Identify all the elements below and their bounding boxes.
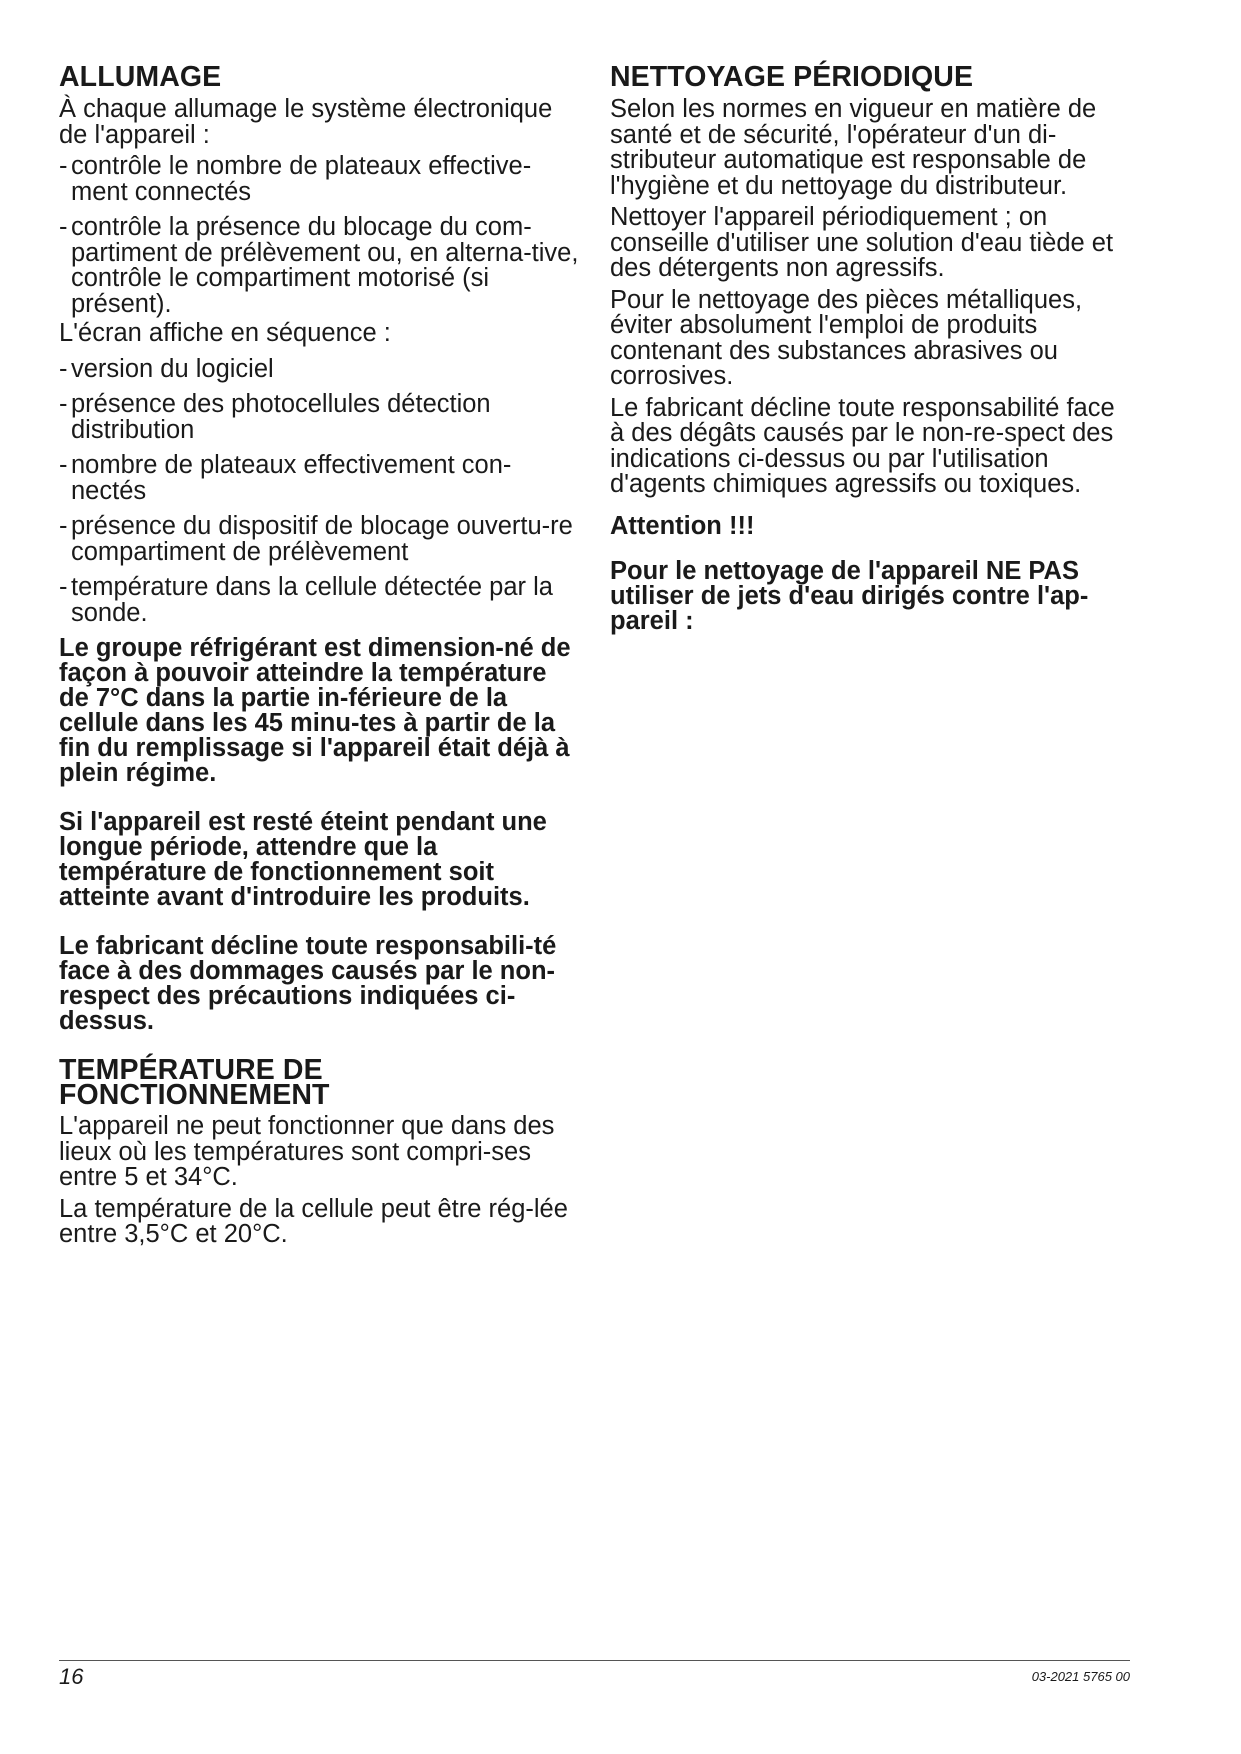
temperature-range-cell: La température de la cellule peut être rég-lée entre 3,5°C et 20°C. xyxy=(59,1194,568,1248)
water-jet-warning: Pour le nettoyage de l'appareil NE PAS utiliser de jets d'eau dirigés contre l'ap-pareil : xyxy=(610,556,1089,635)
left-column xyxy=(59,61,579,1254)
nettoyage-p2: Nettoyer l'appareil périodiquement ; on conseille d'utiliser une solution d'eau tiède et des détergents non agressifs. xyxy=(610,203,1114,282)
warning-liability: Le fabricant décline toute responsabili-té face à des dommages causés par le non-respect des précautions indiquées ci-dessus. xyxy=(59,932,557,1035)
display-intro: L'écran affiche en séquence : xyxy=(59,319,391,347)
nettoyage-p4: Le fabricant décline toute responsabilité face à des dégâts causés par le non-re-spect des indications ci-dessus ou par l'utilisation d'agents chimiques agressifs ou toxiques. xyxy=(610,393,1115,498)
document-code: 03-2021 5765 00 xyxy=(1031,1669,1130,1684)
section-title-allumage: ALLUMAGE xyxy=(59,61,222,93)
list-item: - présence du dispositif de blocage ouvertu-re compartiment de prélèvement xyxy=(59,512,573,566)
allumage-checks-list xyxy=(59,154,579,317)
warning-refrigeration: Le groupe réfrigérant est dimension-né de façon à pouvoir atteindre la température de 7°C dans la partie in-férieure de la cellule dans les 45 minu-tes à partir de la fin du remplissage si l'appareil était déjà à plein régime. xyxy=(59,634,571,787)
attention-label: Attention !!! xyxy=(610,511,755,540)
warning-long-off: Si l'appareil est resté éteint pendant une longue période, attendre que la température de fonctionnement soit atteinte avant d'introduire les produits. xyxy=(59,808,547,911)
page-number: 16 xyxy=(59,1664,84,1689)
nettoyage-p1: Selon les normes en vigueur en matière de santé et de sécurité, l'opérateur d'un di-stributeur automatique est responsable de l'hygiène et du nettoyage du distributeur. xyxy=(610,95,1097,200)
list-item: - contrôle la présence du blocage du com-partiment de prélèvement ou, en alterna-tive, contrôle le compartiment motorisé (si présent). xyxy=(59,213,579,318)
list-item: - présence des photocellules détection distribution xyxy=(59,390,491,444)
list-item: - température dans la cellule détectée par la sonde. xyxy=(59,573,553,627)
section-title-temperature: TEMPÉRATURE DE FONCTIONNEMENT xyxy=(59,1054,330,1111)
right-column xyxy=(610,61,1130,635)
section-title-nettoyage: NETTOYAGE PÉRIODIQUE xyxy=(610,61,974,93)
list-item: - version du logiciel xyxy=(59,354,274,383)
nettoyage-p3: Pour le nettoyage des pièces métalliques, éviter absolument l'emploi de produits contenant des substances abrasives ou corrosives. xyxy=(610,285,1083,390)
temperature-range-ambient: L'appareil ne peut fonctionner que dans des lieux où les températures sont compri-ses entre 5 et 34°C. xyxy=(59,1112,555,1191)
list-item: - contrôle le nombre de plateaux effective-ment connectés xyxy=(59,152,532,206)
allumage-intro: À chaque allumage le système électronique de l'appareil : xyxy=(59,95,553,149)
footer-divider xyxy=(59,1660,1130,1661)
display-items-list xyxy=(59,354,579,627)
list-item: - nombre de plateaux effectivement con-nectés xyxy=(59,451,512,505)
